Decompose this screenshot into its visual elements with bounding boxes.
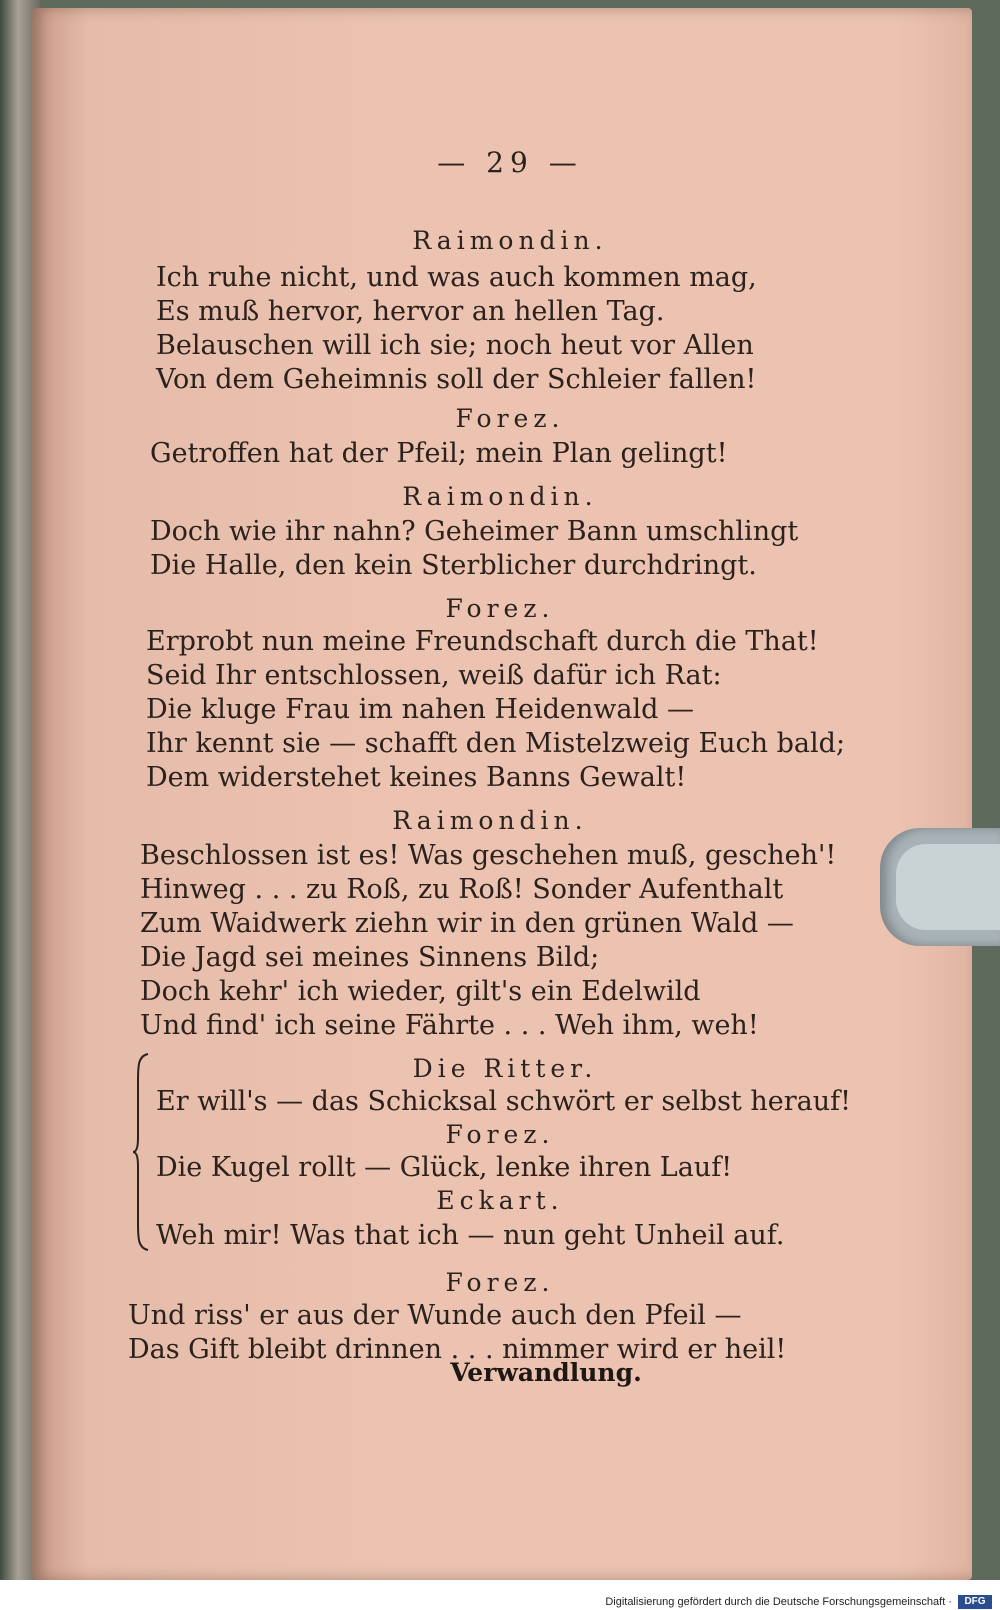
page-clip-inner [896,844,1000,930]
speaker-label: Eckart. [436,1186,564,1215]
footer-credit: Digitalisierung gefördert durch die Deutsche Forschungsgemeinschaft · [605,1596,952,1608]
verse-line: Belauschen will ich sie; noch heut vor Allen [156,330,754,361]
speaker-label: Raimondin. [402,482,598,511]
verse-line: Es muß hervor, hervor an hellen Tag. [156,296,665,327]
speaker-label: Die Ritter. [412,1054,598,1083]
verse-line: Die Kugel rollt — Glück, lenke ihren Lauf! [156,1152,733,1183]
verse-line: Und riss' er aus der Wunde auch den Pfeil — [128,1300,742,1331]
verse-line: Erprobt nun meine Freundschaft durch die That! [146,626,819,657]
verse-line: Er will's — das Schicksal schwört er selbst herauf! [156,1086,851,1117]
speaker-label: Forez. [445,1268,555,1297]
verse-line: Die Halle, den kein Sterblicher durchdringt. [150,550,757,581]
verse-line: Weh mir! Was that ich — nun geht Unheil auf. [156,1220,785,1251]
verse-line: Das Gift bleibt drinnen . . . nimmer wird er heil! [128,1334,787,1365]
speaker-label: Raimondin. [412,226,608,255]
verse-line: Seid Ihr entschlossen, weiß dafür ich Rat: [146,660,722,691]
verse-line: Die kluge Frau im nahen Heidenwald — [146,694,694,725]
curly-brace-icon [132,1052,150,1252]
stage-direction: Verwandlung. [450,1358,642,1387]
verse-line: Doch kehr' ich wieder, gilt's ein Edelwild [140,976,701,1007]
verse-line: Und find' ich seine Fährte . . . Weh ihm, weh! [140,1010,759,1041]
speaker-label: Raimondin. [392,806,588,835]
verse-line: Zum Waidwerk ziehn wir in den grünen Wald — [140,908,794,939]
verse-line: Ich ruhe nicht, und was auch kommen mag, [156,262,757,293]
verse-line: Dem widerstehet keines Banns Gewalt! [146,762,687,793]
verse-line: Doch wie ihr nahn? Geheimer Bann umschlingt [150,516,799,547]
speaker-label: Forez. [445,594,555,623]
verse-line: Getroffen hat der Pfeil; mein Plan gelingt! [150,438,728,469]
verse-line: Ihr kennt sie — schafft den Mistelzweig Euch bald; [146,728,846,759]
verse-line: Hinweg . . . zu Roß, zu Roß! Sonder Aufenthalt [140,874,784,905]
page-number: — 29 — [437,146,583,179]
speaker-label: Forez. [445,1120,555,1149]
verse-line: Beschlossen ist es! Was geschehen muß, gescheh'! [140,840,837,871]
speaker-label: Forez. [455,404,565,433]
dfg-logo: DFG [958,1595,992,1609]
verse-line: Von dem Geheimnis soll der Schleier fallen! [156,364,757,395]
verse-line: Die Jagd sei meines Sinnens Bild; [140,942,600,973]
